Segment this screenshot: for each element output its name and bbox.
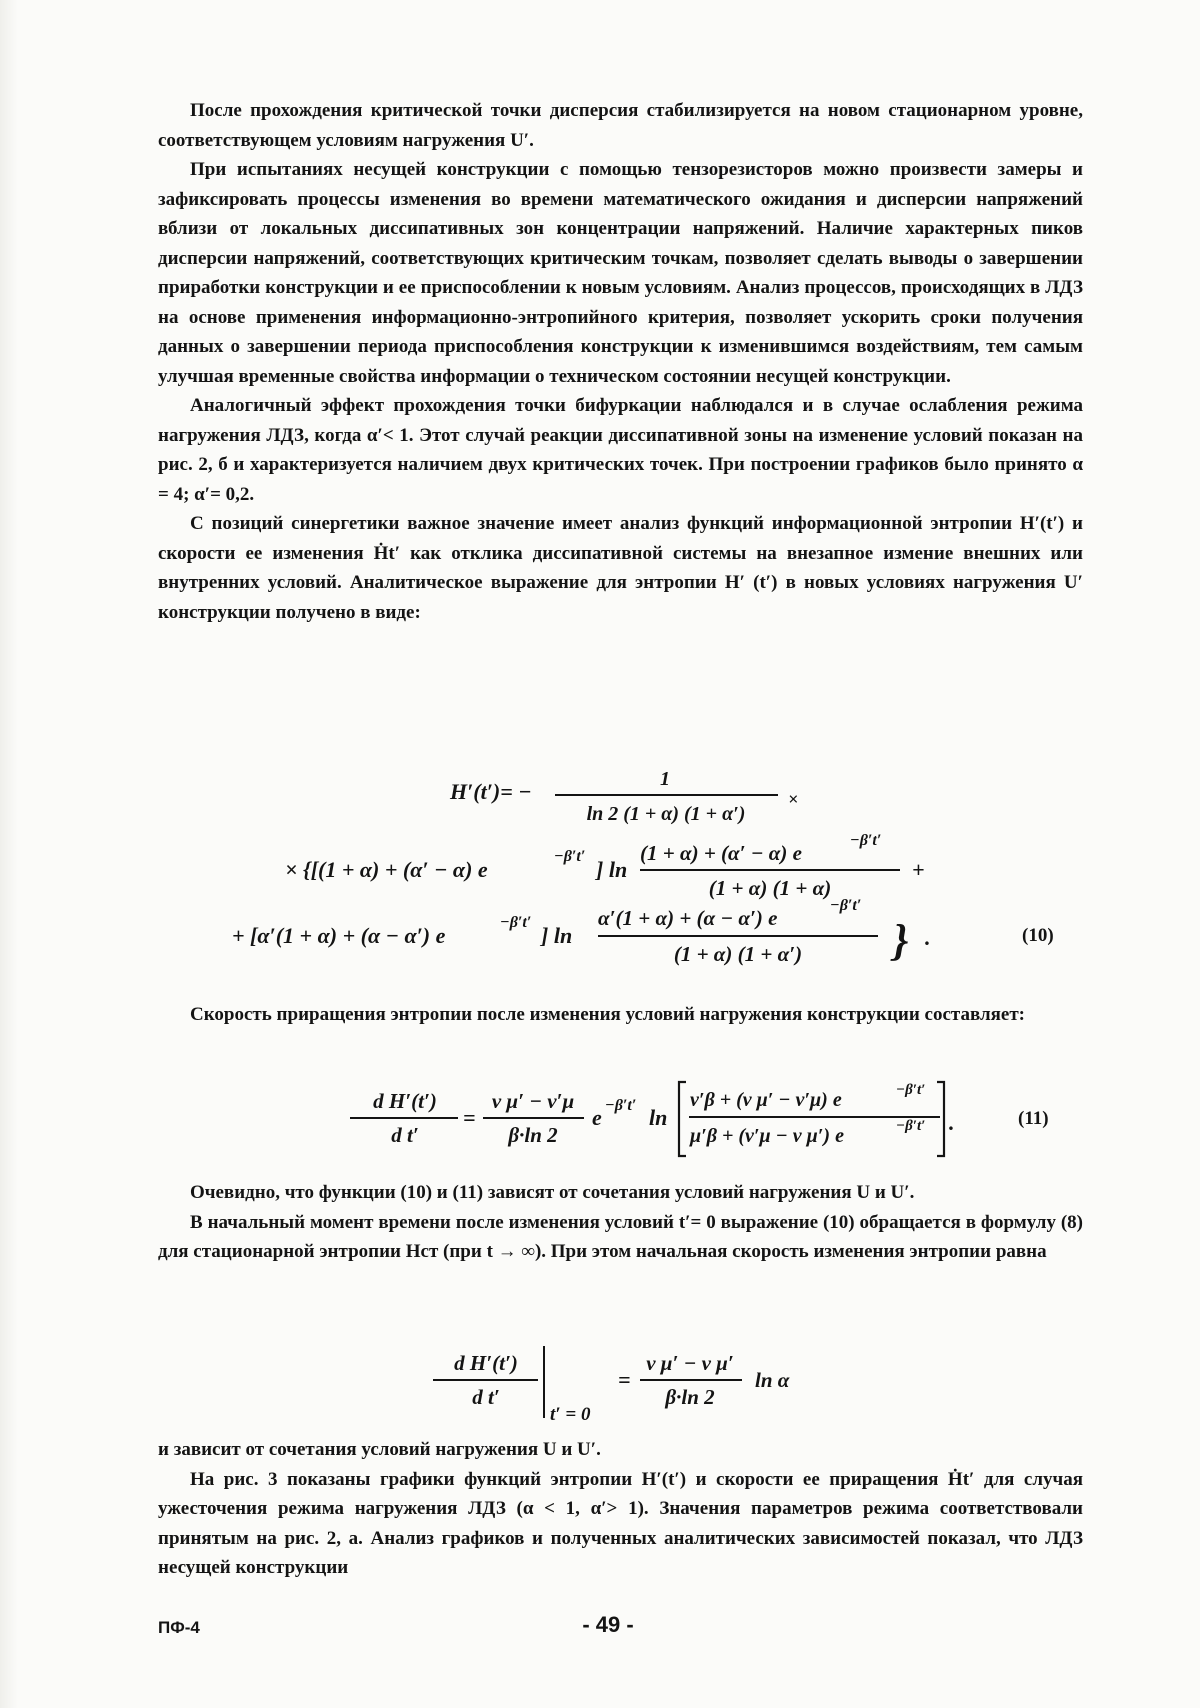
text-block-1	[158, 96, 1083, 627]
eq10-line2-num-exp: −β′t′	[850, 832, 882, 849]
eq11-lhs-den: d t′	[391, 1123, 419, 1147]
eq10-lhs: H′(t′)= −	[450, 779, 532, 804]
eq12-c-num: ν μ′ − ν μ′	[646, 1351, 734, 1375]
eq12-ln: ln α	[755, 1368, 790, 1392]
eq12-lhs-den: d t′	[472, 1385, 500, 1409]
paragraph-1: После прохождения критической точки дисперсия стабилизируется на новом стационарном уровне, соответствующем условиям нагружения U′.	[158, 100, 1083, 151]
eq11-ln: ln	[649, 1105, 668, 1130]
paragraph-2: При испытаниях несущей конструкции с помощью тензорезисторов можно произвести замеры и зафиксировать процессы изменения во времени математического ожидания и дисперсии напряжений вблизи от локальных диссипативных зон концентрации напряжений. Наличие характерных пиков дисперсии напряжений, соответствующих критическим точкам, позволяет сделать выводы о завершении приработки конструкции и ее приспособлении к новым условиям. Анализ процессов, происходящих в ЛДЗ на основе применения информационно-энтропийного критерия, позволяет ускорить сроки получения данных о завершении периода приспособления конструкции к изменившимся воздействиям, тем самым улучшая временные свойства информации о техническом состоянии несущей конструкции.	[158, 159, 1083, 387]
eq10-line3-lead: + [α′(1 + α) + (α − α′) e	[232, 923, 446, 948]
text-block-3	[158, 1178, 1083, 1267]
eq10-line2-lead: × {[(1 + α) + (α′ − α) e	[285, 857, 488, 882]
eq10-line2-num: (1 + α) + (α′ − α) e	[640, 841, 802, 865]
eq12-lhs-num: d H′(t′)	[454, 1351, 518, 1375]
paragraph-4: С позиций синергетики важное значение имеет анализ функций информационной энтропии H′(t′) и скорости ее изменения Ḣt′ как отклика диссипативной системы на внезапное измение внешних или внутренних условий. Аналитическое выражение для энтропии H′ (t′) в новых условиях нагружения U′ конструкции получено в виде:	[158, 513, 1083, 623]
formula-10-svg	[0, 765, 1200, 980]
formula-12-svg	[0, 1340, 1200, 1430]
eq12-eq: =	[618, 1367, 631, 1392]
text-block-2	[158, 1000, 1083, 1030]
eq11-c-num: ν μ′ − ν′μ	[491, 1089, 575, 1113]
footer-code: ПФ-4	[158, 1618, 200, 1637]
eq11-e-exp: −β′t′	[605, 1097, 637, 1114]
eq11-left-bracket	[679, 1082, 686, 1156]
eq11-c-den: β·ln 2	[508, 1123, 558, 1147]
eq11-right-bracket	[937, 1082, 944, 1156]
text-block-4	[158, 1435, 1083, 1583]
eq10-frac1-den: ln 2 (1 + α) (1 + α′)	[586, 803, 746, 825]
paragraph-8: и зависит от сочетания условий нагружения U и U′.	[158, 1439, 601, 1460]
formula-12	[0, 1340, 1200, 1430]
eq12-c-den: β·ln 2	[665, 1385, 715, 1409]
eq11-number: (11)	[1018, 1108, 1049, 1129]
paragraph-3: Аналогичный эффект прохождения точки бифуркации наблюдался и в случае ослабления режима нагружения ЛДЗ, когда α′< 1. Этот случай реакции диссипативной зоны на изменение условий показан на рис. 2, б и характеризуется наличием двух критических точек. При построении графиков было принято α = 4; α′= 0,2.	[158, 395, 1083, 505]
formula-11	[0, 1080, 1200, 1170]
eq10-line3-num-exp: −β′t′	[830, 897, 862, 914]
eq10-times: ×	[788, 789, 799, 809]
eq11-b-num-exp: −β′t′	[896, 1082, 926, 1098]
eq10-line2-exp: −β′t′	[554, 848, 586, 865]
eq10-line2-ln: ] ln	[596, 857, 628, 882]
eq10-close-brace: }	[893, 916, 909, 965]
paragraph-6: Очевидно, что функции (10) и (11) зависят от сочетания условий нагружения U и U′.	[190, 1182, 915, 1203]
eq10-dot: .	[925, 925, 931, 950]
eq11-lhs-num: d H′(t′)	[373, 1089, 437, 1113]
paragraph-5: Скорость приращения энтропии после изменения условий нагружения конструкции составляет:	[190, 1004, 1026, 1025]
eq10-frac1-num: 1	[660, 768, 670, 790]
eq11-dot: .	[949, 1110, 955, 1135]
eq10-line3-num: α′(1 + α) + (α − α′) e	[598, 906, 778, 930]
page-number: - 49 -	[582, 1612, 634, 1637]
paragraph-9: На рис. 3 показаны графики функций энтропии H′(t′) и скорости ее приращения Ḣt′ для случая ужесточения режима нагружения ЛДЗ (α < 1, α′> 1). Значения параметров режима соответствовали принятым на рис. 2, а. Анализ графиков и полученных аналитических зависимостей показал, что ЛДЗ несущей конструкции	[158, 1468, 1083, 1578]
eq10-number: (10)	[1022, 925, 1054, 946]
eq10-line2-den: (1 + α) (1 + α)	[708, 876, 832, 900]
eq11-e: e	[592, 1105, 602, 1130]
paragraph-7: В начальный момент времени после изменения условий t′= 0 выражение (10) обращается в формулу (8) для стационарной энтропии Hст (при t → ∞). При этом начальная скорость изменения энтропии равна	[158, 1211, 1083, 1262]
formula-10	[0, 765, 1200, 980]
eq11-eq: =	[463, 1105, 476, 1130]
eq11-b-den: μ′β + (ν′μ − ν μ′) e	[690, 1125, 844, 1147]
eq10-line3-den: (1 + α) (1 + α′)	[673, 942, 803, 966]
eq11-b-den-exp: −β′t′	[896, 1118, 926, 1134]
eq10-line3-ln: ] ln	[541, 923, 573, 948]
eq10-line3-exp: −β′t′	[500, 914, 532, 931]
eq11-b-num: ν′β + (ν μ′ − ν′μ) e	[690, 1089, 842, 1111]
eq12-cond: t′ = 0	[550, 1404, 591, 1425]
eq10-plus: +	[912, 857, 925, 882]
